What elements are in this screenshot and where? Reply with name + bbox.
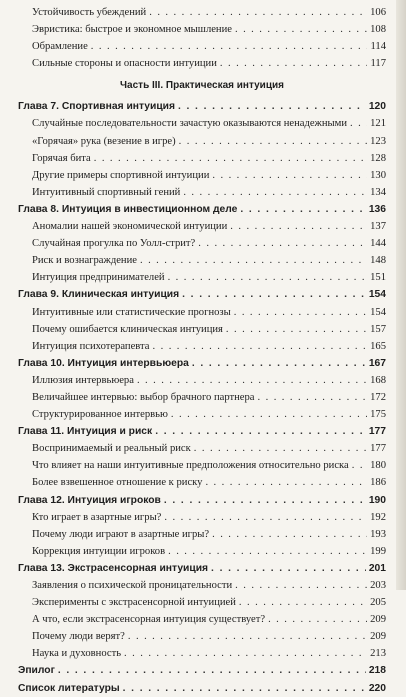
toc-item-page: 205: [370, 597, 386, 609]
toc-item: [18, 4, 386, 21]
dot-leader: [198, 235, 367, 252]
dot-leader: [211, 560, 366, 577]
toc-item-page: 121: [370, 118, 386, 130]
toc-item-title: «Горячая» рука (везение в игре): [32, 135, 176, 147]
toc-item-page: 175: [370, 409, 386, 421]
toc-item: [18, 115, 386, 132]
dot-leader: [194, 440, 367, 457]
toc-item-title: Риск и вознаграждение: [32, 255, 137, 267]
toc-item-title: Воспринимаемый и реальный риск: [32, 443, 191, 455]
toc-item-title: Случайная прогулка по Уолл-стрит?: [32, 238, 196, 250]
toc-item-page: 128: [370, 152, 386, 164]
toc-item-page: 137: [370, 221, 386, 233]
toc-item-page: 148: [370, 255, 386, 267]
toc-item-title: Обрамление: [32, 41, 88, 53]
toc-item: [18, 628, 386, 645]
chapter-page: 154: [368, 289, 386, 301]
dot-leader: [220, 55, 367, 72]
toc-bibliography: [18, 680, 386, 697]
toc-chapter: [18, 423, 386, 440]
toc-item-title: Величайшее интервью: выбор брачного партнера: [32, 391, 255, 403]
chapter-page: 220: [368, 682, 386, 694]
chapter-title: Список литературы: [18, 682, 120, 694]
toc-item-title: Почему ошибается клиническая интуиция: [32, 323, 223, 335]
toc-item: [18, 55, 386, 72]
toc-item: [18, 133, 386, 150]
toc-item-title: Кто играет в азартные игры?: [32, 511, 162, 523]
dot-leader: [182, 286, 366, 303]
dot-leader: [258, 389, 367, 406]
dot-leader: [164, 492, 366, 509]
toc-item-page: 151: [370, 272, 386, 284]
chapter-page: 177: [368, 426, 386, 438]
toc-chapter: [18, 201, 386, 218]
toc-item-page: 117: [370, 58, 386, 70]
dot-leader: [226, 321, 367, 338]
toc-item-page: 192: [370, 511, 386, 523]
chapter-page: 190: [368, 494, 386, 506]
toc-item: [18, 167, 386, 184]
toc-item: [18, 372, 386, 389]
toc-item: [18, 474, 386, 491]
dot-leader: [58, 662, 366, 679]
chapter-page: 201: [368, 562, 386, 574]
dot-leader: [164, 509, 367, 526]
toc-chapter: [18, 355, 386, 372]
dot-leader: [234, 304, 367, 321]
toc-item-title: Эвристика: быстрое и экономное мышление: [32, 24, 232, 36]
dot-leader: [192, 355, 366, 372]
toc-epilogue: [18, 662, 386, 679]
dot-leader: [178, 98, 366, 115]
toc-item: [18, 235, 386, 252]
toc-item-title: Интуиция предпринимателей: [32, 272, 165, 284]
toc-item-title: Коррекция интуиции игроков: [32, 545, 166, 557]
toc-item-page: 108: [370, 24, 386, 36]
chapter-page: 120: [368, 101, 386, 113]
dot-leader: [124, 645, 367, 662]
toc-item-title: Более взвешенное отношение к риску: [32, 477, 203, 489]
toc-chapter: [18, 98, 386, 115]
toc-item-title: Аномалии нашей экономической интуиции: [32, 221, 228, 233]
toc-item-page: 165: [370, 340, 386, 352]
dot-leader: [268, 611, 367, 628]
toc-item-title: Интуитивный спортивный гений: [32, 186, 181, 198]
dot-leader: [91, 38, 367, 55]
dot-leader: [350, 115, 367, 132]
toc-item-title: Структурированное интервью: [32, 409, 168, 421]
chapter-page: 167: [368, 357, 386, 369]
toc-item-page: 134: [370, 186, 386, 198]
chapter-title: Эпилог: [18, 665, 55, 677]
dot-leader: [179, 133, 367, 150]
toc-chapter: [18, 560, 386, 577]
toc-item: [18, 611, 386, 628]
chapter-title: Глава 8. Интуиция в инвестиционном деле: [18, 203, 238, 215]
toc-item-page: 209: [370, 631, 386, 643]
toc-item-page: 177: [370, 443, 386, 455]
toc-item: [18, 338, 386, 355]
dot-leader: [212, 167, 367, 184]
toc-item-page: 193: [370, 528, 386, 540]
toc-item-title: Случайные последовательности зачастую оказываются ненадежными: [32, 118, 348, 130]
toc-item-page: 172: [370, 391, 386, 403]
toc-item-page: 203: [370, 580, 386, 591]
toc-chapter: [18, 492, 386, 509]
chapter-title: Глава 7. Спортивная интуиция: [18, 101, 176, 113]
dot-leader: [212, 526, 367, 543]
dot-leader: [155, 423, 366, 440]
toc-item-title: Почему люди играют в азартные игры?: [32, 528, 210, 540]
toc-item: [18, 389, 386, 406]
toc-item: [18, 594, 386, 611]
dot-leader: [128, 628, 367, 645]
toc-item-page: 180: [370, 460, 386, 472]
dot-leader: [149, 4, 367, 21]
dot-leader: [235, 21, 367, 38]
toc-item-page: 144: [370, 238, 386, 250]
toc-item: [18, 21, 386, 38]
toc-item-title: Эксперименты с экстрасенсорной интуицией: [32, 597, 236, 609]
toc-item-page: 106: [370, 7, 386, 18]
dot-leader: [168, 543, 367, 560]
table-of-contents: [18, 4, 386, 697]
dot-leader: [153, 338, 368, 355]
toc-item-title: Иллюзия интервьюера: [32, 374, 134, 386]
toc-item: [18, 526, 386, 543]
toc-item-page: 157: [370, 323, 386, 335]
dot-leader: [123, 680, 366, 697]
dot-leader: [230, 218, 367, 235]
dot-leader: [94, 150, 367, 167]
toc-item-title: Устойчивость убеждений: [32, 7, 147, 18]
toc-item: [18, 38, 386, 55]
toc-item-title: Заявления о психической проницательности: [32, 580, 233, 591]
dot-leader: [239, 594, 367, 611]
chapter-title: Глава 11. Интуиция и риск: [18, 426, 153, 438]
toc-item: [18, 252, 386, 269]
dot-leader: [235, 577, 367, 594]
toc-item-page: 168: [370, 374, 386, 386]
toc-item-title: Сильные стороны и опасности интуиции: [32, 58, 217, 70]
toc-item-page: 114: [370, 41, 386, 53]
toc-item: [18, 406, 386, 423]
dot-leader: [137, 372, 367, 389]
toc-item: [18, 645, 386, 662]
chapter-page: 218: [368, 665, 386, 677]
toc-item: [18, 184, 386, 201]
toc-item: [18, 543, 386, 560]
toc-item: [18, 457, 386, 474]
toc-chapter: [18, 286, 386, 303]
dot-leader: [171, 406, 367, 423]
toc-item-title: Горячая бита: [32, 152, 91, 164]
toc-item: [18, 304, 386, 321]
dot-leader: [168, 269, 367, 286]
toc-item-title: Что влияет на наши интуитивные предположения относительно риска: [32, 460, 349, 472]
chapter-page: 136: [368, 203, 386, 215]
dot-leader: [205, 474, 367, 491]
toc-item-page: 209: [370, 614, 386, 626]
toc-item: [18, 269, 386, 286]
toc-item: [18, 509, 386, 526]
toc-item: [18, 321, 386, 338]
toc-item-title: Наука и духовность: [32, 648, 122, 660]
dot-leader: [140, 252, 367, 269]
dot-leader: [183, 184, 367, 201]
toc-item: [18, 577, 386, 594]
dot-leader: [352, 457, 367, 474]
chapter-title: Глава 10. Интуиция интервьюера: [18, 357, 189, 369]
toc-item-page: 123: [370, 135, 386, 147]
toc-item: [18, 150, 386, 167]
toc-item-page: 213: [370, 648, 386, 660]
part-heading: Часть III. Практическая интуиция: [120, 80, 284, 92]
toc-item-page: 186: [370, 477, 386, 489]
toc-item-page: 199: [370, 545, 386, 557]
toc-item-page: 154: [370, 306, 386, 318]
toc-item-title: Интуиция психотерапевта: [32, 340, 150, 352]
toc-item-title: Интуитивные или статистические прогнозы: [32, 306, 231, 318]
toc-item: [18, 218, 386, 235]
toc-item-title: А что, если экстрасенсорная интуиция существует?: [32, 614, 266, 626]
chapter-title: Глава 12. Интуиция игроков: [18, 494, 161, 506]
toc-item-page: 130: [370, 169, 386, 181]
toc-item-title: Почему люди верят?: [32, 631, 125, 643]
page-edge: [396, 0, 406, 590]
dot-leader: [240, 201, 365, 218]
chapter-title: Глава 13. Экстрасенсорная интуиция: [18, 562, 209, 574]
toc-item: [18, 440, 386, 457]
toc-item-title: Другие примеры спортивной интуиции: [32, 169, 210, 181]
chapter-title: Глава 9. Клиническая интуиция: [18, 289, 180, 301]
